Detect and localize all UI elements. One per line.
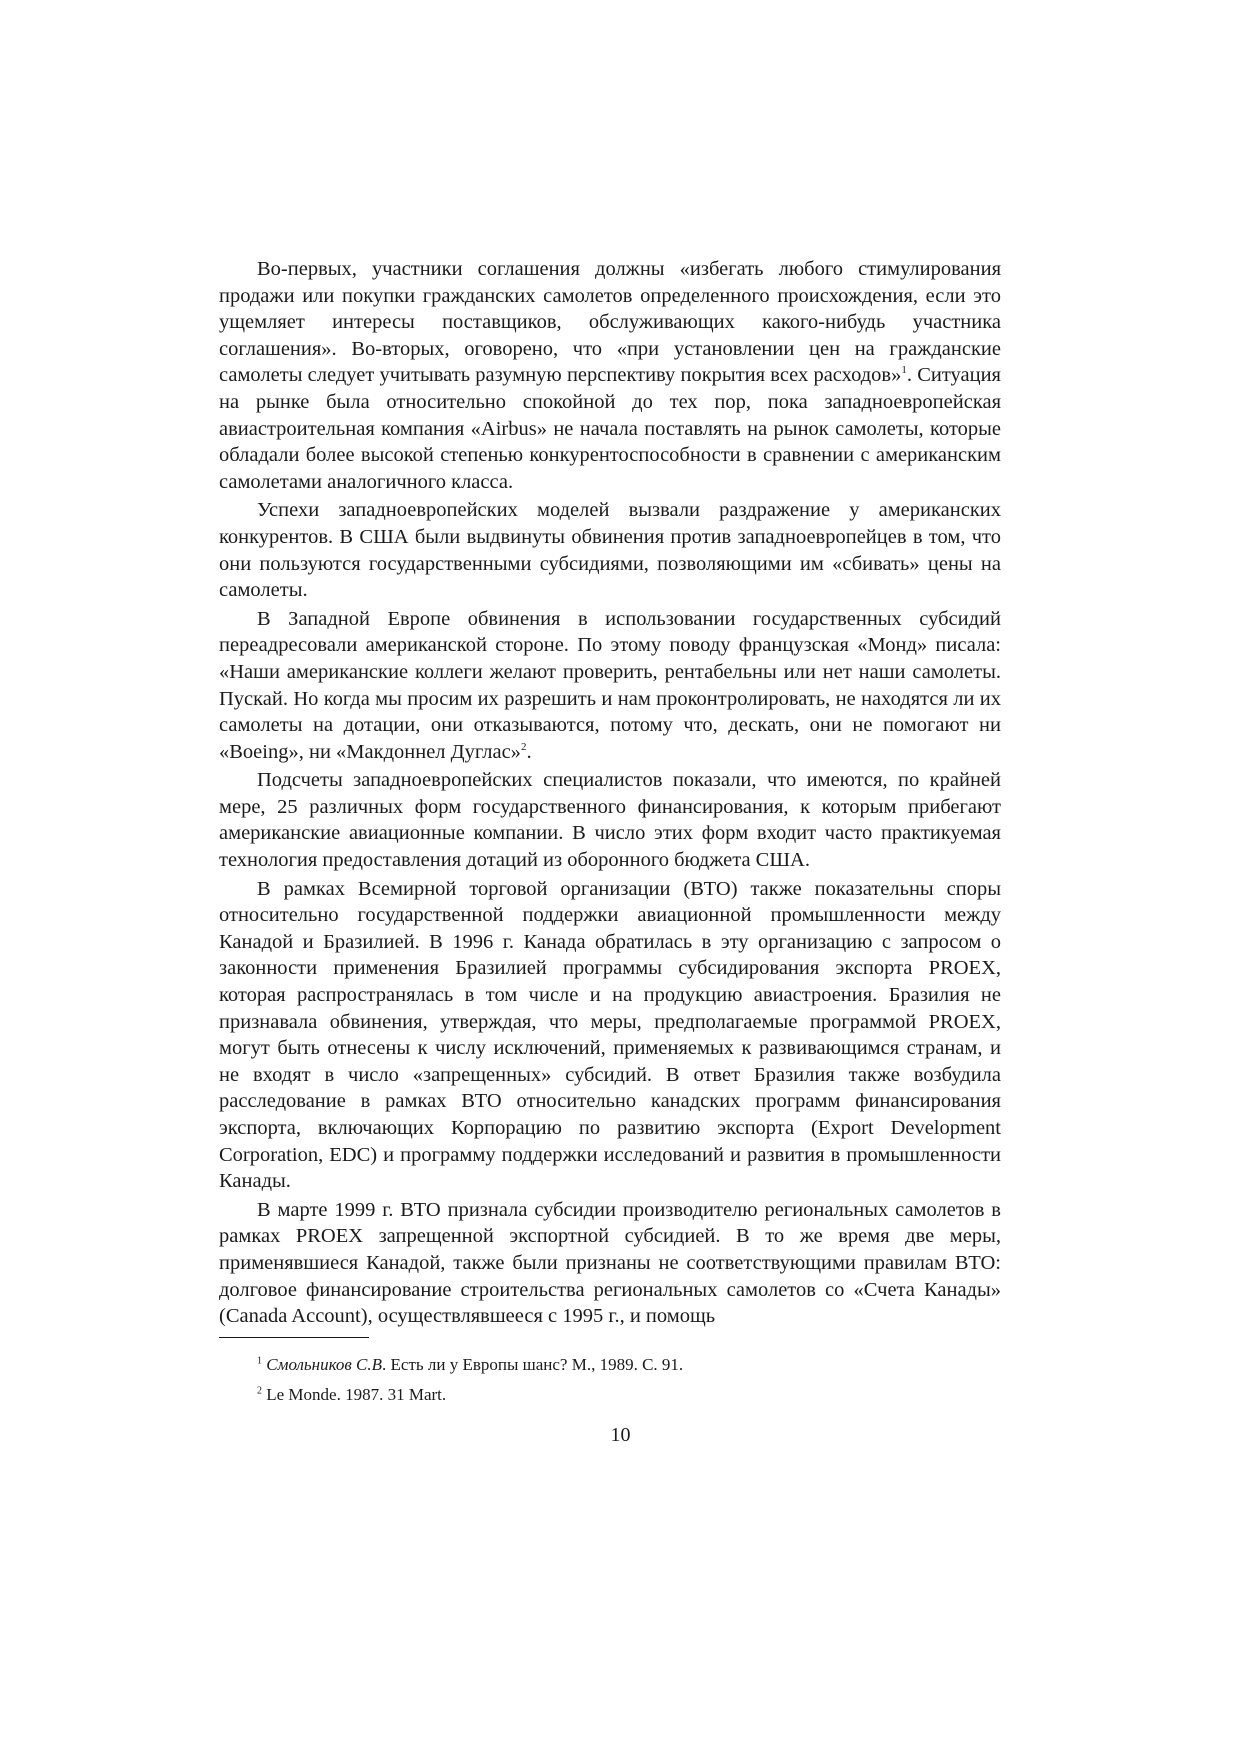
footnote-2: $^2$ Le Monde. 1987. 31 Mart. [257, 1385, 447, 1404]
paragraph-1: Во-первых, участники соглашения должны «избегать любого стимулирования продажи или покупки гражданских самолетов определенного происхождения, если это ущемляет интересы поставщиков, обслуживающих какого-нибудь участника соглашения». Во-вторых, оговорено, что «при установлении цен на гражданские самолеты следует учитывать разумную перспективу покрытия всех расходов»$^1$. Ситуация на рынке была относительно спокойной до тех пор, пока западноевропейская авиастроительная компания «Airbus» не начала поставлять на рынок самолеты, которые обладали более высокой степенью конкурентоспособности в сравнении с американским самолетами аналогичного класса. [219, 258, 1001, 493]
paragraph-3: В Западной Европе обвинения в использовании государственных субсидий переадресовали американской стороне. По этому поводу французская «Монд» писала: «Наши американские коллеги желают проверить, рентабельны или нет наши самолеты. Пускай. Но когда мы просим их разрешить и нам проконтролировать, не находятся ли их самолеты на дотации, они отказываются, потому что, дескать, они не помогают ни «Boeing», ни «Макдоннел Дуглас»$^2$. [219, 607, 1001, 763]
paragraph-5: В рамках Всемирной торговой организации (ВТО) также показательны споры относительно государственной поддержки авиационной промышленности между Канадой и Бразилией. В 1996 г. Канада обратилась в эту организацию с запросом о законности применения Бразилией программы субсидирования экспорта PROEX, которая распространялась в том числе и на продукцию авиастроения. Бразилия не признавала обвинения, утверждая, что меры, предполагаемые программой PROEX, могут быть отнесены к числу исключений, применяемых к развивающимся странам, и не входят в число «запрещенных» субсидий. В ответ Бразилия также возбудила расследование в рамках ВТО относительно канадских программ финансирования экспорта, включающих Корпорацию по развитию экспорта (Export Development Corporation, EDC) и программу поддержки исследований и развития в промышленности Канады. [219, 877, 1001, 1193]
footnote-ref-2[interactable]: 2 [520, 740, 527, 753]
footnotes [219, 1350, 1001, 1410]
paragraph-4: Подсчеты западноевропейских специалистов показали, что имеются, по крайней мере, 25 различных форм государственного финансирования, к которым прибегают американские авиационные компании. В число этих форм входит часто практикуемая технология предоставления дотаций из оборонного бюджета США. [219, 769, 1001, 872]
footnote-ref-1[interactable]: 1 [901, 364, 907, 377]
footnote-1: $^1$ Смольников С.В. Есть ли у Европы шанс? М., 1989. С. 91. [257, 1355, 684, 1374]
paragraph-6: В марте 1999 г. ВТО признала субсидии производителю региональных самолетов в рамках PROEX запрещенной экспортной субсидией. В то же время две меры, применявшиеся Канадой, также были признаны не соответствующими правилам ВТО: долговое финансирование строительства региональных самолетов со «Счета Канады» (Canada Account), осуществлявшееся с 1995 г., и помощь [219, 1198, 1001, 1328]
page-number: 10 [610, 1424, 631, 1446]
footnote-divider [219, 1337, 369, 1338]
footnote-author: Смольников С.В [266, 1355, 383, 1374]
paragraph-2: Успехи западноевропейских моделей вызвали раздражение у американских конкурентов. В США были выдвинуты обвинения против западноевропейцев в том, что они пользуются государственными субсидиями, позволяющими им «сбивать» цены на самолеты. [219, 499, 1001, 602]
main-text [219, 256, 1001, 1330]
